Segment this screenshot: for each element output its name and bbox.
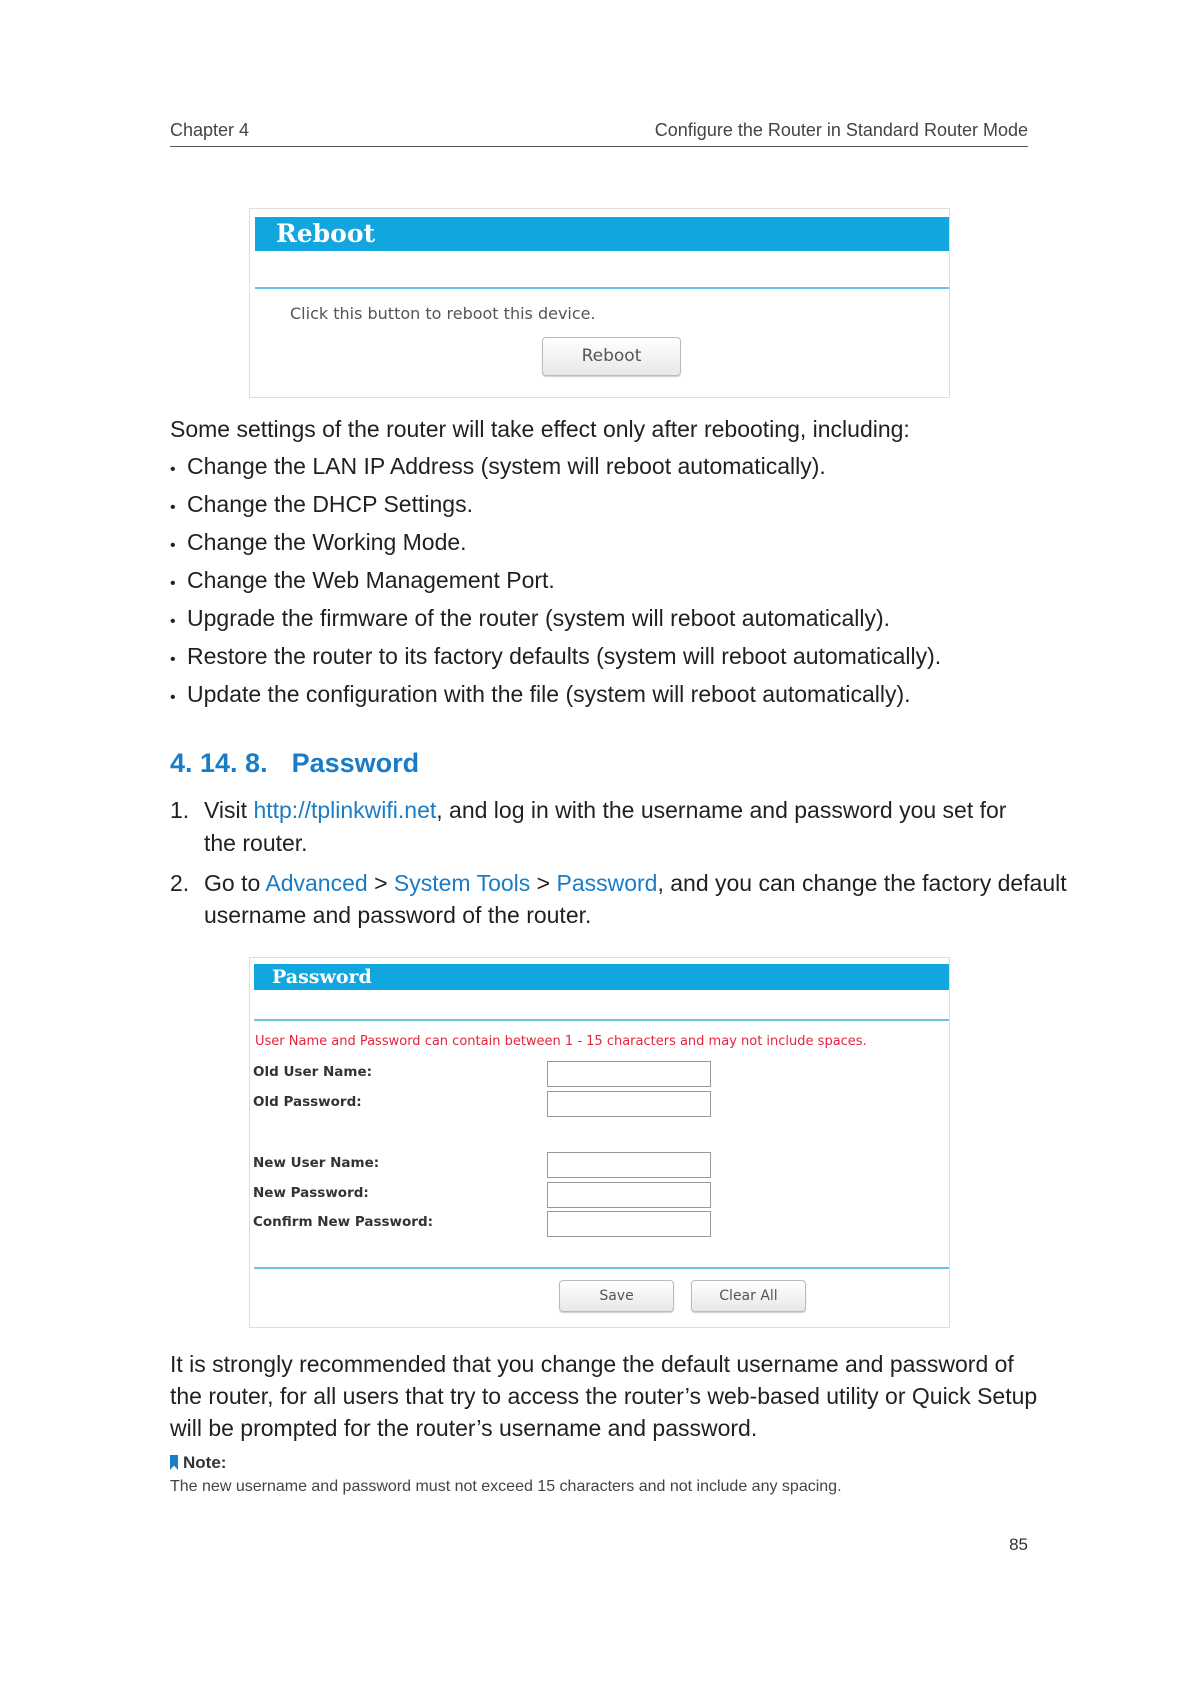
confirm-password-input[interactable] <box>547 1211 711 1237</box>
old-password-label: Old Password: <box>253 1094 362 1110</box>
note-label: Note: <box>183 1453 227 1472</box>
step-text: , and log in with the username and password you set for <box>436 797 1007 823</box>
new-user-name-label: New User Name: <box>253 1155 380 1171</box>
reboot-button[interactable]: Reboot <box>542 337 681 376</box>
step-text: username and password of the router. <box>204 902 592 928</box>
paragraph-line: the router, for all users that try to access the router’s web-based utility or Quick Setup <box>170 1383 1038 1409</box>
advanced-link[interactable]: Advanced <box>265 870 368 896</box>
list-item-text: Change the LAN IP Address (system will reboot automatically). <box>187 453 826 479</box>
step-text: Visit <box>204 797 254 823</box>
list-item: • Change the Working Mode. <box>170 529 467 555</box>
list-item: • Upgrade the firmware of the router (system will reboot automatically). <box>170 605 891 631</box>
list-item: • Change the LAN IP Address (system will reboot automatically). <box>170 453 826 479</box>
save-button[interactable]: Save <box>559 1280 674 1312</box>
chapter-label: Chapter 4 <box>170 120 250 140</box>
section-number: 4. 14. 8. <box>170 748 268 778</box>
header-divider <box>170 146 1028 147</box>
reboot-panel-screenshot <box>249 208 950 398</box>
clear-all-button[interactable]: Clear All <box>691 1280 806 1312</box>
password-panel-title: Password <box>254 964 949 990</box>
list-item-text: Update the configuration with the file (system will reboot automatically). <box>187 681 911 707</box>
new-password-input[interactable] <box>547 1182 711 1208</box>
password-warning: User Name and Password can contain between 1 - 15 characters and may not include spaces. <box>255 1034 867 1049</box>
list-item-text: Restore the router to its factory defaults (system will reboot automatically). <box>187 643 942 669</box>
step-number: 2. <box>170 870 190 896</box>
bookmark-icon <box>170 1455 178 1470</box>
paragraph-line: will be prompted for the router’s username and password. <box>170 1415 758 1441</box>
tplinkwifi-link[interactable]: http://tplinkwifi.net <box>253 797 437 823</box>
list-item: • Update the configuration with the file (system will reboot automatically). <box>170 681 911 707</box>
step-text: the router. <box>204 830 308 856</box>
step-2 <box>170 868 1067 928</box>
recommendation-paragraph <box>170 1349 1037 1445</box>
password-panel-screenshot <box>249 957 950 1328</box>
panel-divider <box>254 1019 949 1021</box>
old-password-input[interactable] <box>547 1091 711 1117</box>
step-number: 1. <box>170 797 190 823</box>
intro-text: Some settings of the router will take effect only after rebooting, including: <box>170 416 910 442</box>
list-item: • Restore the router to its factory defaults (system will reboot automatically). <box>170 643 942 669</box>
system-tools-link[interactable]: System Tools <box>393 870 531 896</box>
step-1 <box>170 795 1028 856</box>
page-number: 85 <box>1009 1535 1028 1554</box>
list-item-text: Change the Web Management Port. <box>187 567 555 593</box>
password-link[interactable]: Password <box>556 870 658 896</box>
list-item-text: Change the Working Mode. <box>187 529 467 555</box>
new-password-label: New Password: <box>253 1185 369 1201</box>
chapter-title: Configure the Router in Standard Router Mode <box>654 120 1028 140</box>
old-user-name-input[interactable] <box>547 1061 711 1087</box>
section-heading <box>170 748 419 779</box>
old-user-name-label: Old User Name: <box>253 1064 373 1080</box>
panel-divider <box>255 287 949 289</box>
step-text: , and you can change the factory default <box>657 870 1067 896</box>
reboot-description: Click this button to reboot this device. <box>290 304 596 323</box>
list-item: • Change the DHCP Settings. <box>170 491 473 517</box>
confirm-password-label: Confirm New Password: <box>253 1214 434 1230</box>
new-user-name-input[interactable] <box>547 1152 711 1178</box>
panel-divider <box>254 1267 949 1269</box>
list-item: • Change the Web Management Port. <box>170 567 555 593</box>
reboot-panel-title: Reboot <box>255 217 949 251</box>
section-title: Password <box>291 748 420 778</box>
paragraph-line: It is strongly recommended that you change the default username and password of <box>170 1351 1014 1377</box>
list-item-text: Upgrade the firmware of the router (system will reboot automatically). <box>187 605 891 631</box>
step-text: Go to <box>204 870 266 896</box>
separator: > <box>367 870 394 896</box>
list-item-text: Change the DHCP Settings. <box>187 491 473 517</box>
note-text: The new username and password must not exceed 15 characters and not include any spacing. <box>170 1478 842 1495</box>
separator: > <box>530 870 557 896</box>
